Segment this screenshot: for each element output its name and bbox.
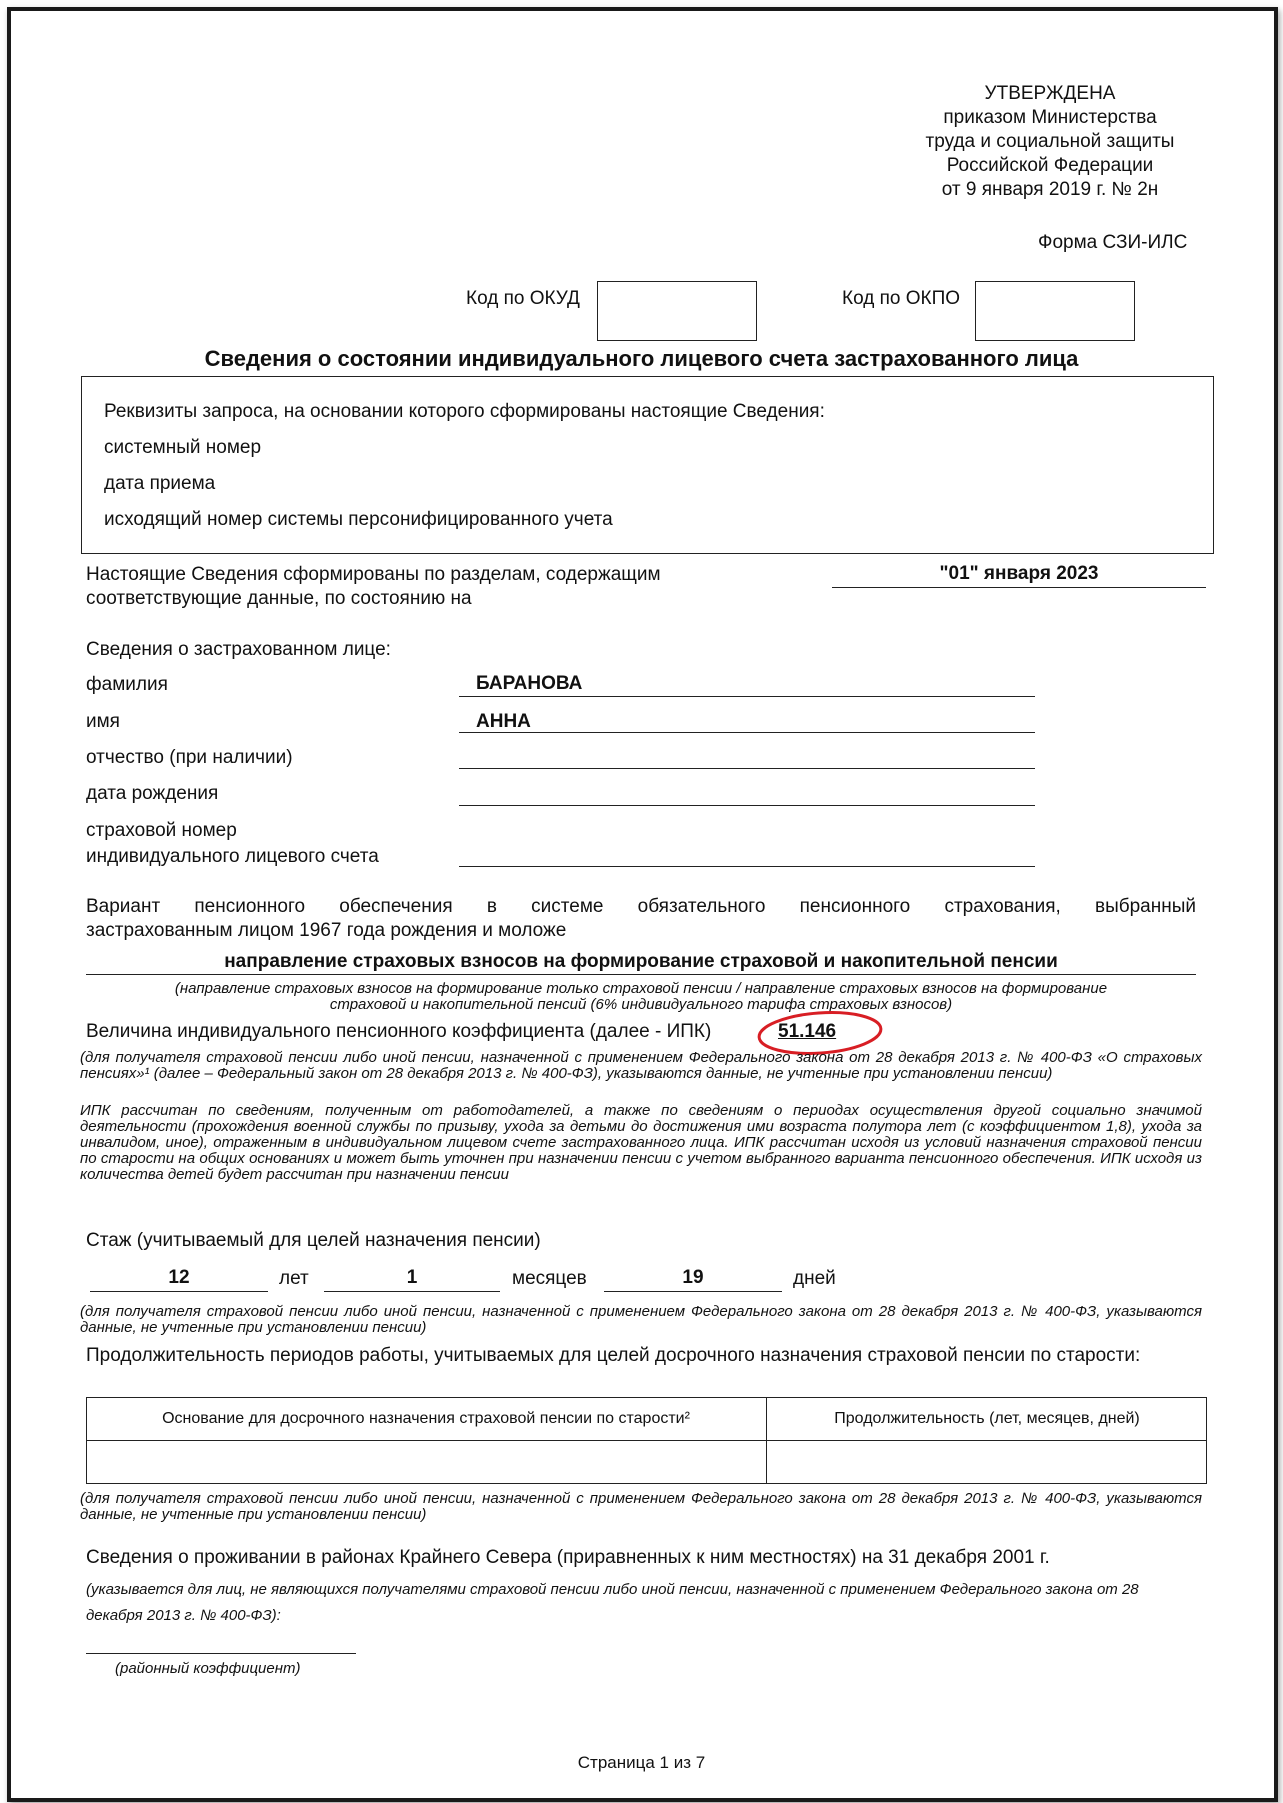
as-of-date: "01" января 2023 [939,563,1099,584]
early-table-header-basis: Основание для досрочного назначения страховой пенсии по старости² [162,1409,690,1427]
page-title: Сведения о состоянии индивидуального лицевого счета застрахованного лица [204,346,1079,371]
north-label: Сведения о проживании в районах Крайнего Севера (приравненных к ним местностях) на 31 декабря 2001 г. [86,1547,1050,1568]
form-code: Форма СЗИ-ИЛС [1038,232,1188,253]
approval-line: от 9 января 2019 г. № 2н [941,179,1159,200]
okud-label: Код по ОКУД [466,288,580,309]
approval-line: Российской Федерации [946,155,1154,176]
request-receipt-date: дата приема [104,473,216,494]
okud-field [597,281,757,341]
account-label [86,818,379,870]
surname-underline [459,696,1035,697]
experience-label: Стаж (учитываемый для целей назначения пенсии) [86,1230,541,1251]
ipk-value: 51.146 [778,1021,837,1042]
experience-days-underline [604,1291,782,1292]
experience-years-unit: лет [279,1268,309,1289]
pension-option-text [86,895,1196,943]
birthdate-underline [459,805,1035,806]
pension-option-note-line: страховой и накопительной пенсий (6% индивидуального тарифа страховых взносов) [329,996,953,1013]
as-of-text [86,563,661,611]
north-coef-caption: (районный коэффициент) [115,1660,301,1677]
insured-heading: Сведения о застрахованном лице: [86,639,391,660]
experience-months-unit: месяцев [512,1268,587,1289]
ipk-explanation: ИПК рассчитан по сведениям, полученным от работодателей, а также по сведениям о периодах осуществления другой социально значимой деятельности (прохождения военной службы по призыву, ухода за детьми до достижения ими возраста полутора лет (с коэффициентом 1,8), ухода за инвалидом, иное), отраженным в индивидуальном лицевом счете застрахованного лица. ИПК рассчитан исходя из условий назначения страховой пенсии по старости на общих основаниях и может быть уточнен при назначении пенсии с учетом выбранного варианта пенсионного обеспечения. ИПК исходя из количества детей будет рассчитан при назначении пенсии [80,1102,1202,1183]
experience-note: (для получателя страховой пенсии либо иной пенсии, назначенной с применением Федерального закона от 28 декабря 2013 г. № 400-ФЗ, указываются данные, не учтенные при установлении пенсии) [80,1303,1202,1336]
name-label: имя [86,711,120,732]
account-label-line: страховой номер [86,820,237,841]
early-table-row-divider [86,1440,1206,1441]
surname-value: БАРАНОВА [476,673,583,694]
request-system-number: системный номер [104,437,262,458]
request-outgoing-number: исходящий номер системы персонифицированного учета [104,509,613,530]
name-value: АННА [476,711,531,732]
approval-line: приказом Министерства [943,107,1157,128]
pension-option-underline [86,974,1196,975]
experience-months: 1 [406,1267,418,1288]
pension-option-value: направление страховых взносов на формирование страховой и накопительной пенсии [224,951,1058,972]
pension-option-line: застрахованным лицом 1967 года рождения и моложе [86,920,567,941]
account-underline [459,866,1035,867]
pension-option-line: Вариант пенсионного обеспечения в системе обязательного пенсионного страхования, выбранный [86,896,1196,917]
request-heading: Реквизиты запроса, на основании которого сформированы настоящие Сведения: [104,401,825,422]
experience-months-underline [324,1291,500,1292]
ipk-label: Величина индивидуального пенсионного коэффициента (далее - ИПК) [86,1021,712,1042]
experience-years-underline [90,1291,268,1292]
north-note: (указывается для лиц, не являющихся получателями страховой пенсии либо иной пенсии, назначенной с применением Федерального закона от 28 декабря 2013 г. № 400-ФЗ): [86,1581,1139,1624]
north-coef-underline [86,1653,356,1654]
early-note: (для получателя страховой пенсии либо иной пенсии, назначенной с применением Федерального закона от 28 декабря 2013 г. № 400-ФЗ, указываются данные, не учтенные при установлении пенсии) [80,1490,1202,1523]
experience-days-unit: дней [793,1268,836,1289]
account-label-line: индивидуального лицевого счета [86,846,379,867]
as-of-line: соответствующие данные, по состоянию на [86,588,472,609]
okpo-label: Код по ОКПО [842,288,960,309]
okpo-field [975,281,1135,341]
ipk-note: (для получателя страховой пенсии либо иной пенсии, назначенной с применением Федерального закона от 28 декабря 2013 г. № 400-ФЗ «О страховых пенсиях»¹ (далее – Федеральный закон от 28 декабря 2013 г. № 400-ФЗ), указываются данные, не учтенные при установлении пенсии) [80,1049,1202,1082]
experience-days: 19 [682,1267,704,1288]
approval-block [900,82,1200,202]
patronymic-label: отчество (при наличии) [86,747,293,768]
approval-line: УТВЕРЖДЕНА [984,83,1116,104]
patronymic-underline [459,768,1035,769]
birthdate-label: дата рождения [86,783,219,804]
pension-option-note [86,981,1196,1013]
approval-line: труда и социальной защиты [925,131,1175,152]
surname-label: фамилия [86,674,168,695]
early-table-header-duration: Продолжительность (лет, месяцев, дней) [834,1409,1140,1427]
name-underline [459,732,1035,733]
as-of-date-underline [832,587,1206,588]
page-number: Страница 1 из 7 [577,1753,706,1772]
experience-years: 12 [168,1267,190,1288]
as-of-line: Настоящие Сведения сформированы по разделам, содержащим [86,564,661,585]
pension-option-note-line: (направление страховых взносов на формирование только страховой пенсии / направление страховых взносов на формирование [174,980,1108,997]
early-label: Продолжительность периодов работы, учитываемых для целей досрочного назначения страховой пенсии по старости: [86,1345,1141,1366]
